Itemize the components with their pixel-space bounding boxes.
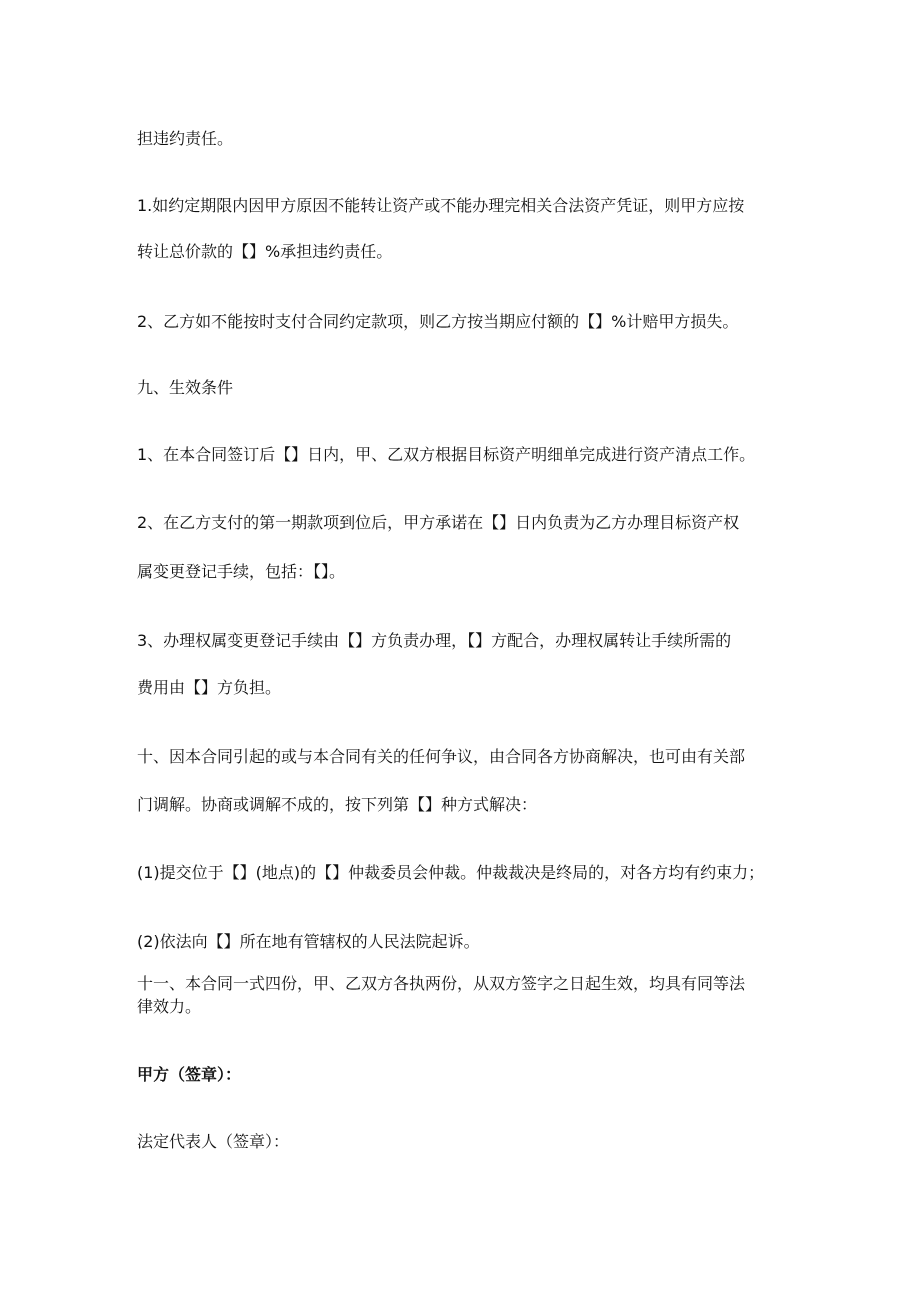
text-line-12: 门调解。协商或调解不成的，按下列第【】种方式解决： [137,795,538,814]
text-line-13: (1)提交位于【】(地点)的【】仲裁委员会仲裁。仲裁裁决是终局的，对各方均有约束力； [137,863,765,882]
party-a-signature-label: 甲方（签章）： [137,1065,242,1084]
legal-representative-signature-label: 法定代表人（签章）： [137,1132,290,1151]
text-line-1: 担违约责任。 [137,129,234,148]
section-heading-11: 十一、本合同一式四份，甲、乙双方各执两份，从双方签字之日起生效，均具有同等法 [137,974,746,993]
text-line-2: 1.如约定期限内因甲方原因不能转让资产或不能办理完相关合法资产凭证，则甲方应按 [137,196,745,215]
text-line-8: 属变更登记手续，包括：【】。 [137,562,346,581]
section-heading-10: 十、因本合同引起的或与本合同有关的任何争议，由合同各方协商解决，也可由有关部 [137,747,746,766]
text-line-16: 律效力。 [137,997,202,1016]
text-line-4: 2、乙方如不能按时支付合同约定款项，则乙方按当期应付额的【】%计赔甲方损失。 [137,312,739,331]
text-line-14: (2)依法向【】所在地有管辖权的人民法院起诉。 [137,932,480,951]
text-line-7: 2、在乙方支付的第一期款项到位后，甲方承诺在【】日内负责为乙方办理目标资产权 [137,513,740,532]
text-line-10: 费用由【】方负担。 [137,678,282,697]
section-heading-9: 九、生效条件 [137,378,234,397]
text-line-6: 1、在本合同签订后【】日内，甲、乙双方根据目标资产明细单完成进行资产清点工作。 [137,445,756,464]
text-line-9: 3、办理权属变更登记手续由【】方负责办理，【】方配合，办理权属转让手续所需的 [137,631,732,650]
text-line-3: 转让总价款的【】%承担违约责任。 [137,242,393,261]
